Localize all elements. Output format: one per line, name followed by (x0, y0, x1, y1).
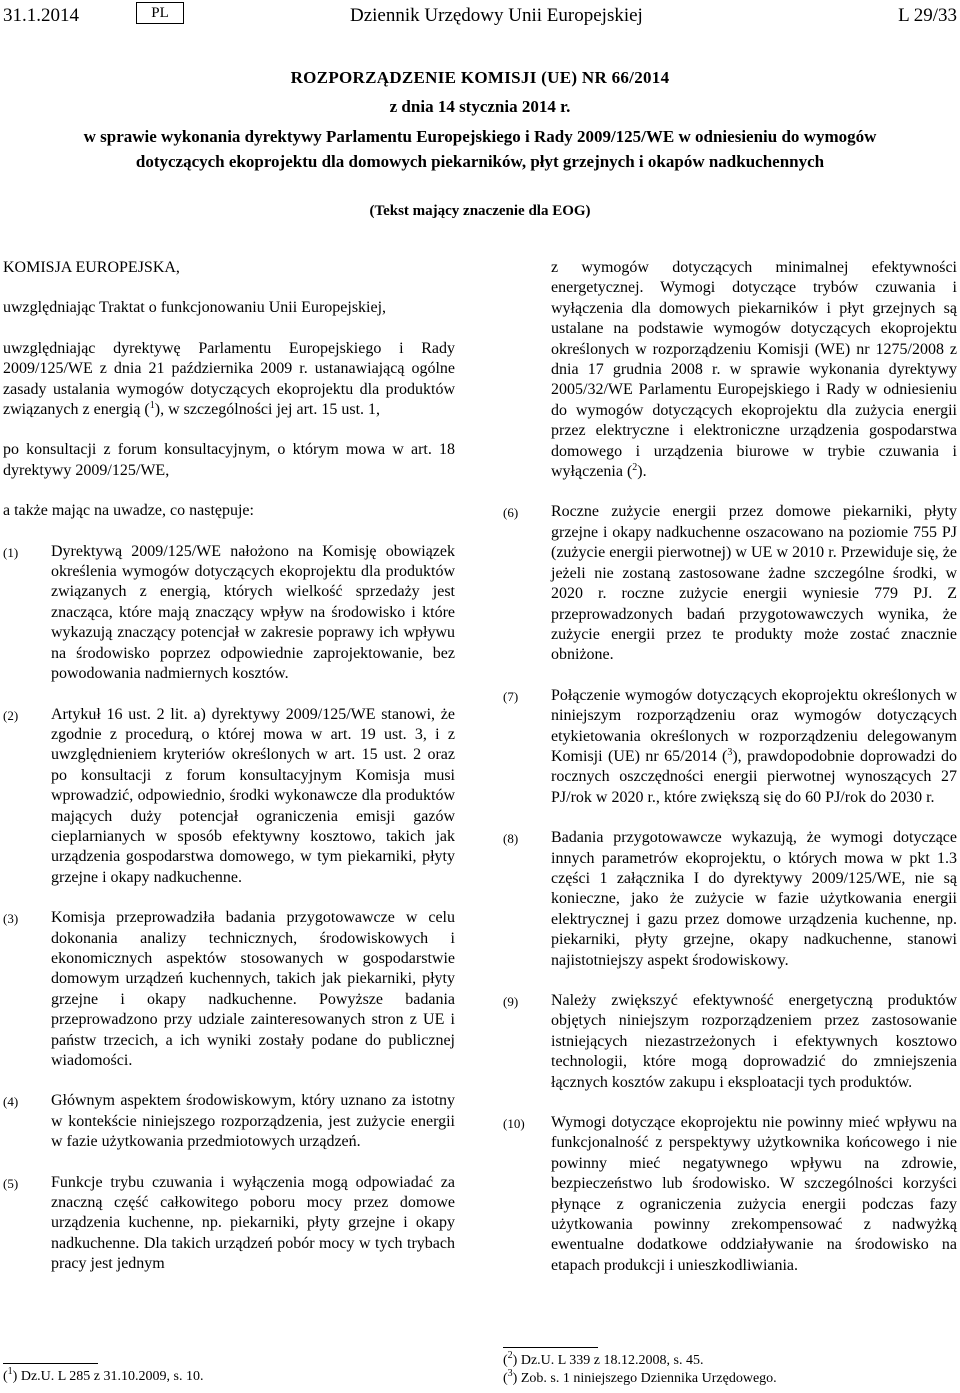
preamble-directive-text: uwzględniając dyrektywę Parlamentu Europejskiego i Rady 2009/125/WE z dnia 21 października 2009 r. ustanawiającą ogólne zasady ustalania wymogów dotyczących ekoprojektu dla produktów związanych z energią ( (3, 339, 455, 419)
recital-7 (503, 686, 957, 808)
recital-number: (10) (503, 1116, 525, 1132)
preamble-whereas: a także mając na uwadze, co następuje: (3, 502, 254, 520)
footnote-1: ($^1$) Dz.U. L 285 z 31.10.2009, s. 10. (3, 1366, 204, 1384)
preamble-directive (3, 339, 455, 421)
recital-2 (3, 705, 455, 889)
recital-5 (3, 1173, 455, 1275)
recital-6 (503, 502, 957, 665)
language-badge: PL (136, 2, 184, 24)
regulation-date: z dnia 14 stycznia 2014 r. (389, 97, 571, 116)
recital-text: Funkcje trybu czuwania i wyłączenia mogą odpowiadać za znaczną część całkowitego poboru mocy przez domowe urządzenia kuchenne, np. piekarniki, płyty grzejne i okapy nadkuchenne. Dla takich urządzeń pobór mocy w tych trybach pracy jest jednym (51, 1173, 455, 1273)
footnote-ref-1: 1 (149, 400, 155, 412)
preamble-authority: KOMISJA EUROPEJSKA, (3, 259, 180, 276)
journal-name: Dziennik Urzędowy Unii Europejskiej (350, 5, 643, 26)
recital-4 (3, 1091, 455, 1152)
recital-text: Komisja przeprowadziła badania przygotowawcze w celu dokonania analizy technicznych, środowiskowych i ekonomicznych aspektów stosowanych w gospodarstwie domowym urządzeń kuchennych, takich jak piekarniki, płyty grzejne i okapy nadkuchenne. Powyższe badania przeprowadzono przy udziale zainteresowanych stron z UE i państw trzecich, a ich wyniki zostały podane do publicznej wiadomości. (51, 909, 455, 1069)
recital-7-text: Połączenie wymogów dotyczących ekoprojektu określonych w niniejszym rozporządzeniu oraz wymogów dotyczących etykietowania określonych w rozporządzeniu delegowanym Komisji (UE) nr 65/2014 ( (551, 686, 957, 765)
right-column (503, 258, 957, 1296)
page-number: L 29/33 (898, 5, 957, 26)
recital-number: (7) (503, 688, 519, 704)
recital-text: Należy zwiększyć efektywność energetyczną produktów objętych niniejszym rozporządzeniem przez zastosowanie istniejących niezastrzeżonych i efektywnych kosztowo technologii, które mogą doprowadzić do zmniejszenia łącznych kosztów zakupu i eksploatacji tych produktów. (551, 992, 957, 1091)
footnote-2: ($^2$) Dz.U. L 339 z 18.12.2008, s. 45. (503, 1350, 704, 1368)
recital-number: (9) (503, 994, 519, 1009)
recital-text: Artykuł 16 ust. 2 lit. a) dyrektywy 2009/125/WE stanowi, że zgodnie z procedurą, o której mowa w art. 19 ust. 3, i z uwzględnieniem kryteriów określonych w art. 15 ust. 2 oraz po konsultacji z forum konsultacyjnym Komisja musi wprowadzić, odpowiednio, środki wykonawcze dla produktów mających duży potencjał ograniczenia emisji gazów cieplarnianych w sposób efektywny kosztowo, takich jak urządzenia gospodarstwa domowego, w tym piekarniki, płyty grzejne i okapy nadkuchenne. (51, 705, 455, 886)
footnote-mark: 2 (507, 1350, 513, 1361)
recital-text: Wymogi dotyczące ekoprojektu nie powinny mieć wpływu na funkcjonalność z perspektywy użytkownika końcowego i nie powinny mieć negatywnego wpływu na zdrowie, bezpieczeństwo lub środowisko. W szczególności korzyści płynące z ograniczenia zużycia energii podczas fazy użytkowania powinny zrekompensować z nadwyżką ewentualne dodatkowe oddziaływanie na środowisko na etapach produkcji i unieszkodliwiania. (551, 1114, 957, 1274)
eea-relevance: (Tekst mający znaczenie dla EOG) (369, 203, 591, 219)
recital-number: (2) (3, 707, 19, 723)
preamble-consultation: po konsultacji z forum konsultacyjnym, o którym mowa w art. 18 dyrektywy 2009/125/WE, (3, 441, 455, 479)
recital-9 (503, 991, 957, 1093)
recital-8 (503, 828, 957, 971)
preamble-treaty: uwzględniając Traktat o funkcjonowaniu Unii Europejskiej, (3, 299, 387, 317)
footnote-text: Zob. s. 1 niniejszego Dziennika Urzędowego. (520, 1371, 777, 1386)
recital-text: Badania przygotowawcze wykazują, że wymogi dotyczące innych parametrów ekoprojektu, o których mowa w pkt 1.3 części 1 załącznika I do dyrektywy 2009/125/WE, nie są konieczne, jako że zużycie w fazie użytkowania energii elektrycznej i gazu przez domowe urządzenia kuchenne, np. piekarniki, płyty grzejne, okapy nadkuchenne, stanowi najistotniejszy aspekt środowiskowy. (551, 829, 957, 969)
footnote-ref-2: 2 (632, 462, 638, 474)
footnote-mark: 1 (7, 1366, 13, 1377)
footnote-ref-3: 3 (727, 746, 733, 758)
footnote-text: Dz.U. L 339 z 18.12.2008, s. 45. (520, 1353, 704, 1368)
page-header (0, 2, 960, 32)
recital-number: (4) (3, 1094, 19, 1110)
recital-number: (1) (3, 544, 19, 560)
footnote-3: ($^3$) Zob. s. 1 niniejszego Dziennika Urzędowego. (503, 1368, 777, 1386)
recital-5-cont-text: z wymogów dotyczących minimalnej efektywności energetycznej. Wymogi dotyczące trybów czuwania i wyłączenia dla domowych piekarników i płyt grzejnych są ustalane na podstawie wymogów dotyczących ekoprojektu określonych w rozporządzeniu Komisji (WE) nr 1275/2008 z dnia 17 grudnia 2008 r. w sprawie wykonania dyrektywy 2005/32/WE Parlamentu Europejskiego i Rady w odniesieniu do wymogów dotyczących ekoprojektu dla zużycia energii przez elektryczne i elektroniczne urządzenia gospodarstwa domowego i urządzenia biurowe w trybie czuwania i wyłączenia ( (551, 259, 957, 481)
recital-number: (5) (3, 1175, 19, 1191)
recital-text (551, 686, 957, 808)
recital-3 (3, 908, 455, 1071)
footnote-divider-right (503, 1347, 598, 1348)
recital-text: Głównym aspektem środowiskowym, który uznano za istotny w kontekście niniejszego rozporządzenia, jest zużycie energii w fazie użytkowania przedmiotowych urządzeń. (51, 1092, 455, 1151)
left-column (3, 258, 455, 1275)
regulation-title: ROZPORZĄDZENIE KOMISJI (UE) NR 66/2014 (290, 68, 670, 87)
recital-number: (8) (503, 831, 519, 847)
footnote-divider-left (3, 1363, 98, 1364)
recital-10 (503, 1113, 957, 1276)
publication-date: 31.1.2014 (3, 5, 79, 26)
recital-text: Dyrektywą 2009/125/WE nałożono na Komisję obowiązek określenia wymogów dotyczących ekoprojektu dla produktów związanych z energią, których wielkość sprzedaży jest znacząca, które mają znaczący wpływ na środowisko i które wykazują znaczący potencjał w zakresie poprawy ich wpływu na środowisko poprzez odpowiednie zaprojektowanie, bez powodowania nadmiernych kosztów. (51, 542, 455, 683)
preamble-directive-text-end: ), w szczególności jej art. 15 ust. 1, (154, 401, 381, 419)
recital-number: (6) (503, 505, 519, 521)
footnote-text: Dz.U. L 285 z 31.10.2009, s. 10. (20, 1369, 204, 1384)
recital-text: Roczne zużycie energii przez domowe piekarniki, płyty grzejne i okapy nadkuchenne oszacowano na poziomie 755 PJ (zużycie energii pierwotnej) w UE w 2010 r. Przewiduje się, że jeżeli nie zostaną zastosowane żadne szczególne środki, w 2020 r. roczne zużycie energii wyniesie 779 PJ. Z przeprowadzonych badań przygotowawczych wynika, że zużycie energii przez te produkty może zostać znacznie obniżone. (551, 503, 957, 664)
footnote-mark: 3 (507, 1368, 513, 1379)
recital-5-cont-end: ). (637, 463, 647, 481)
recital-5-continued (551, 258, 957, 482)
recital-7-text-end: ), prawdopodobnie doprowadzi do rocznych oszczędności energii pierwotnej wynoszących 27 PJ/rok w 2020 r., które zwiększą się do 60 PJ/rok do 2030 r. (551, 747, 957, 806)
recital-1 (3, 542, 455, 685)
regulation-subject: w sprawie wykonania dyrektywy Parlamentu Europejskiego i Rady 2009/125/WE w odniesieniu do wymogów dotyczących ekoprojektu dla domowych piekarników, płyt grzejnych i okapów nadkuchennych (83, 127, 877, 171)
recital-number: (3) (3, 911, 19, 927)
